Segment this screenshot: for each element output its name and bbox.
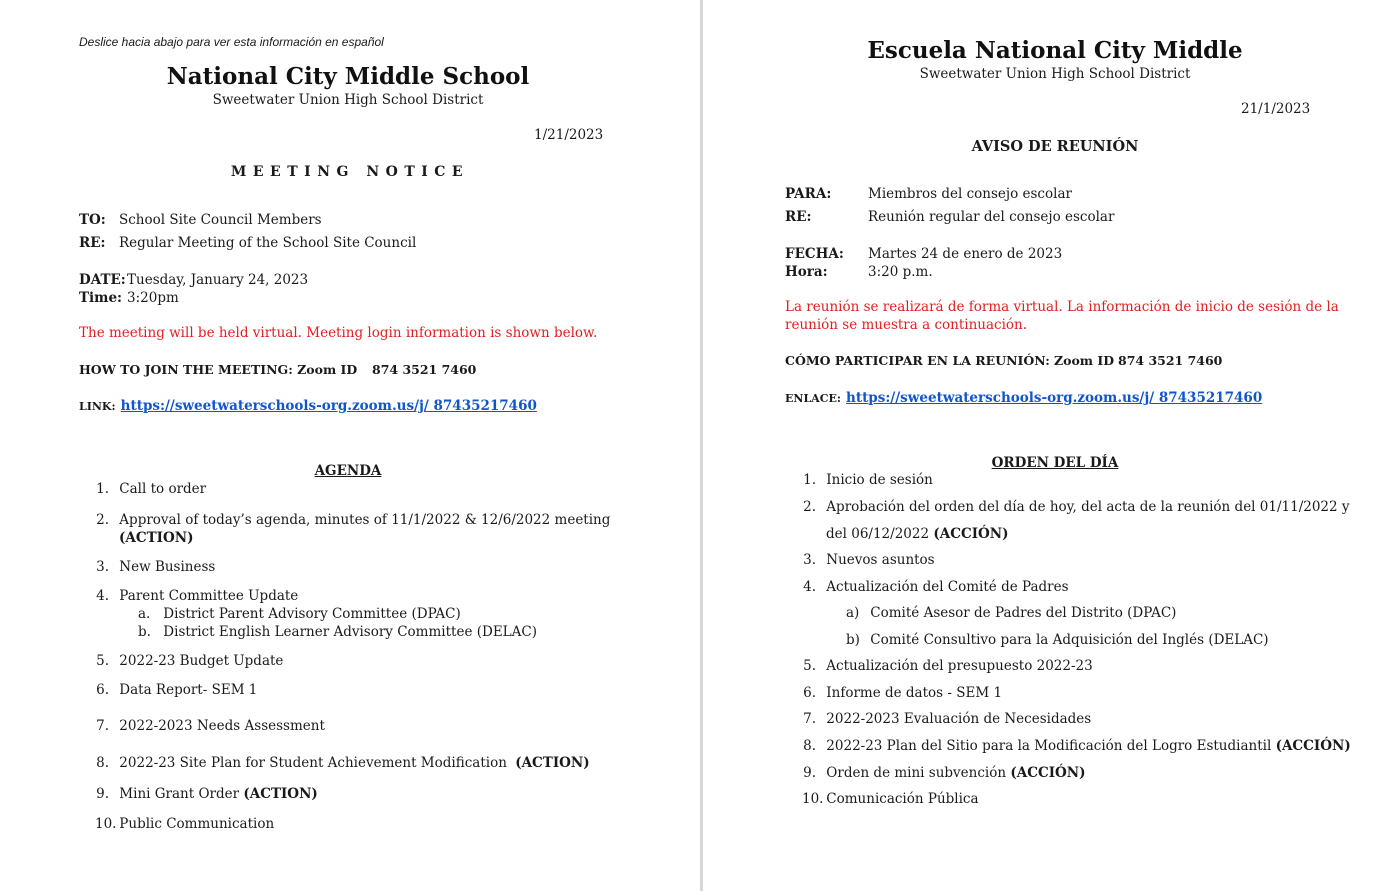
list-item-action: (ACTION) [119, 530, 194, 546]
zoom-label: Zoom ID [1054, 353, 1115, 368]
district-name: Sweetwater Union High School District [212, 92, 484, 108]
list-item: 1. Inicio de sesión [803, 472, 933, 488]
notice-title: AVISO DE REUNIÓN [971, 138, 1139, 155]
list-item: 3. Nuevos asuntos [803, 552, 935, 568]
spanish-page [703, 0, 1397, 891]
link-row [79, 395, 537, 414]
virtual-note-line1: La reunión se realizará de forma virtual. La información de inicio de sesión de la [785, 299, 1339, 315]
virtual-note: The meeting will be held virtual. Meeting login information is shown below. [79, 325, 598, 341]
list-item: 10. Comunicación Pública [802, 791, 979, 807]
link-label: ENLACE: [785, 392, 841, 405]
list-item: 9. Mini Grant Order (ACTION) [96, 786, 318, 802]
sub-item: a) Comité Asesor de Padres del Distrito (DPAC) [846, 605, 1177, 621]
school-title: National City Middle School [166, 63, 530, 90]
list-item: 10. Public Communication [95, 816, 275, 832]
district-name: Sweetwater Union High School District [919, 66, 1191, 82]
list-item: 1. Call to order [96, 481, 207, 497]
zoom-link[interactable]: https://sweetwaterschools-org.zoom.us/j/ 87435217460 [120, 398, 537, 414]
zoom-link[interactable]: https://sweetwaterschools-org.zoom.us/j/ 87435217460 [846, 390, 1263, 406]
date-value: Martes 24 de enero de 2023 [868, 246, 1063, 262]
to-value: School Site Council Members [119, 212, 322, 228]
list-item: 4. Parent Committee Update [96, 588, 299, 604]
time-label: Time: [79, 290, 123, 306]
time-value: 3:20pm [127, 290, 179, 306]
re-label: RE: [79, 235, 106, 251]
date-value: Tuesday, January 24, 2023 [127, 272, 309, 288]
list-item: 6. Data Report- SEM 1 [96, 682, 258, 698]
link-row [785, 387, 1262, 406]
list-item: 8. 2022-23 Plan del Sitio para la Modificación del Logro Estudiantil (ACCIÓN) [803, 738, 1351, 754]
list-item: 7. 2022-2023 Needs Assessment [96, 718, 325, 734]
notice-date: 1/21/2023 [534, 127, 604, 143]
sub-item: b) Comité Consultivo para la Adquisición del Inglés (DELAC) [846, 632, 1269, 648]
list-item: 2. Aprobación del orden del día de hoy, del acta de la reunión del 01/11/2022 y [803, 499, 1350, 515]
virtual-note-line2: reunión se muestra a continuación. [785, 317, 1027, 333]
sub-item: b. District English Learner Advisory Committee (DELAC) [138, 624, 537, 640]
list-item: 8. 2022-23 Site Plan for Student Achievement Modification (ACTION) [96, 755, 590, 771]
join-label: HOW TO JOIN THE MEETING: Zoom ID [79, 362, 358, 377]
link-label: LINK: [79, 400, 116, 413]
school-title: Escuela National City Middle [867, 37, 1243, 64]
agenda-title: AGENDA [314, 463, 382, 479]
list-item: 4. Actualización del Comité de Padres [803, 579, 1069, 595]
date-label: FECHA: [785, 246, 844, 262]
to-label: PARA: [785, 186, 832, 202]
sub-item: a. District Parent Advisory Committee (DPAC) [138, 606, 461, 622]
list-item: 3. New Business [96, 559, 216, 575]
list-item: 2. Approval of today’s agenda, minutes of 11/1/2022 & 12/6/2022 meeting [96, 512, 611, 528]
agenda-title: ORDEN DEL DÍA [991, 455, 1119, 471]
to-value: Miembros del consejo escolar [868, 186, 1072, 202]
join-label: CÓMO PARTICIPAR EN LA REUNIÓN: [785, 353, 1050, 368]
list-item: 5. Actualización del presupuesto 2022-23 [803, 658, 1093, 674]
zoom-id: 874 3521 7460 [372, 362, 477, 377]
time-value: 3:20 p.m. [868, 264, 933, 280]
notice-title: MEETING NOTICE [230, 164, 470, 180]
list-item: 9. Orden de mini subvención (ACCIÓN) [803, 765, 1086, 781]
re-value: Reunión regular del consejo escolar [868, 209, 1115, 225]
scroll-note: Deslice hacia abajo para ver esta información en español [79, 35, 384, 49]
list-item-continued: del 06/12/2022 (ACCIÓN) [826, 526, 1009, 542]
notice-date: 21/1/2023 [1241, 101, 1311, 117]
re-label: RE: [785, 209, 812, 225]
zoom-id: 874 3521 7460 [1118, 353, 1223, 368]
to-label: TO: [79, 212, 106, 228]
list-item: 7. 2022-2023 Evaluación de Necesidades [803, 711, 1092, 727]
list-item: 6. Informe de datos - SEM 1 [803, 685, 1003, 701]
time-label: Hora: [785, 264, 828, 280]
date-label: DATE: [79, 272, 126, 288]
list-item: 5. 2022-23 Budget Update [96, 653, 284, 669]
re-value: Regular Meeting of the School Site Council [119, 235, 417, 251]
